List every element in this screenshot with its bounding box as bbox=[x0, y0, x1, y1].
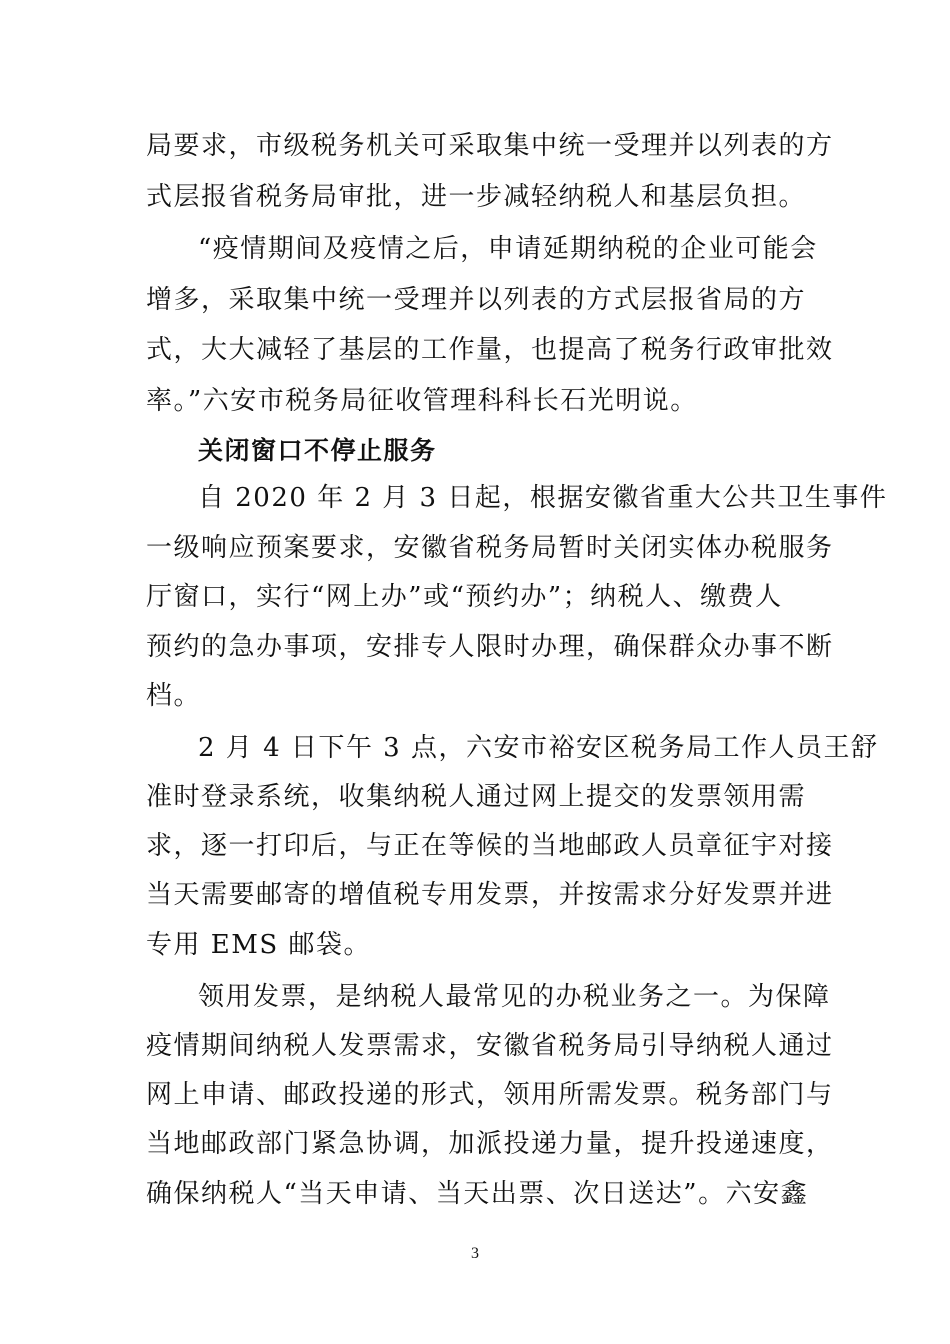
text-line: 率。”六安市税务局征收管理科科长石光明说。 bbox=[146, 386, 698, 416]
page-number: 3 bbox=[471, 1245, 479, 1262]
text-line: 网上申请、邮政投递的形式，领用所需发票。税务部门与 bbox=[146, 1080, 834, 1110]
text-line: 预约的急办事项，安排专人限时办理，确保群众办事不断 bbox=[146, 632, 834, 662]
text-line: 疫情期间纳税人发票需求，安徽省税务局引导纳税人通过 bbox=[146, 1031, 834, 1061]
text-line: 求，逐一打印后，与正在等候的当地邮政人员章征宇对接 bbox=[146, 831, 834, 861]
text-line: 准时登录系统，收集纳税人通过网上提交的发票领用需 bbox=[146, 782, 807, 812]
text-line: 领用发票，是纳税人最常见的办税业务之一。为保障 bbox=[198, 982, 831, 1012]
text-line: “疫情期间及疫情之后，申请延期纳税的企业可能会 bbox=[198, 234, 818, 264]
text-line: 2 月 4 日下午 3 点，六安市裕安区税务局工作人员王舒 bbox=[198, 733, 879, 763]
text-line: 增多，采取集中统一受理并以列表的方式层报省局的方 bbox=[146, 285, 807, 315]
text-line: 当天需要邮寄的增值税专用发票，并按需求分好发票并进 bbox=[146, 880, 834, 910]
text-line: 确保纳税人“当天申请、当天出票、次日送达”。六安鑫 bbox=[146, 1179, 809, 1209]
text-line: 一级响应预案要求，安徽省税务局暂时关闭实体办税服务 bbox=[146, 533, 834, 563]
text-line: 局要求，市级税务机关可采取集中统一受理并以列表的方 bbox=[146, 131, 834, 161]
text-line: 式层报省税务局审批，进一步减轻纳税人和基层负担。 bbox=[146, 182, 807, 212]
text-line: 厅窗口，实行“网上办”或“预约办”；纳税人、缴费人 bbox=[146, 582, 783, 612]
text-line: 自 2020 年 2 月 3 日起，根据安徽省重大公共卫生事件 bbox=[198, 483, 888, 513]
section-heading: 关闭窗口不停止服务 bbox=[198, 436, 437, 465]
text-line: 专用 EMS 邮袋。 bbox=[146, 930, 371, 960]
text-line: 档。 bbox=[146, 681, 202, 711]
text-line: 当地邮政部门紧急协调，加派投递力量，提升投递速度， bbox=[146, 1129, 834, 1159]
text-line: 式，大大减轻了基层的工作量，也提高了税务行政审批效 bbox=[146, 335, 834, 365]
